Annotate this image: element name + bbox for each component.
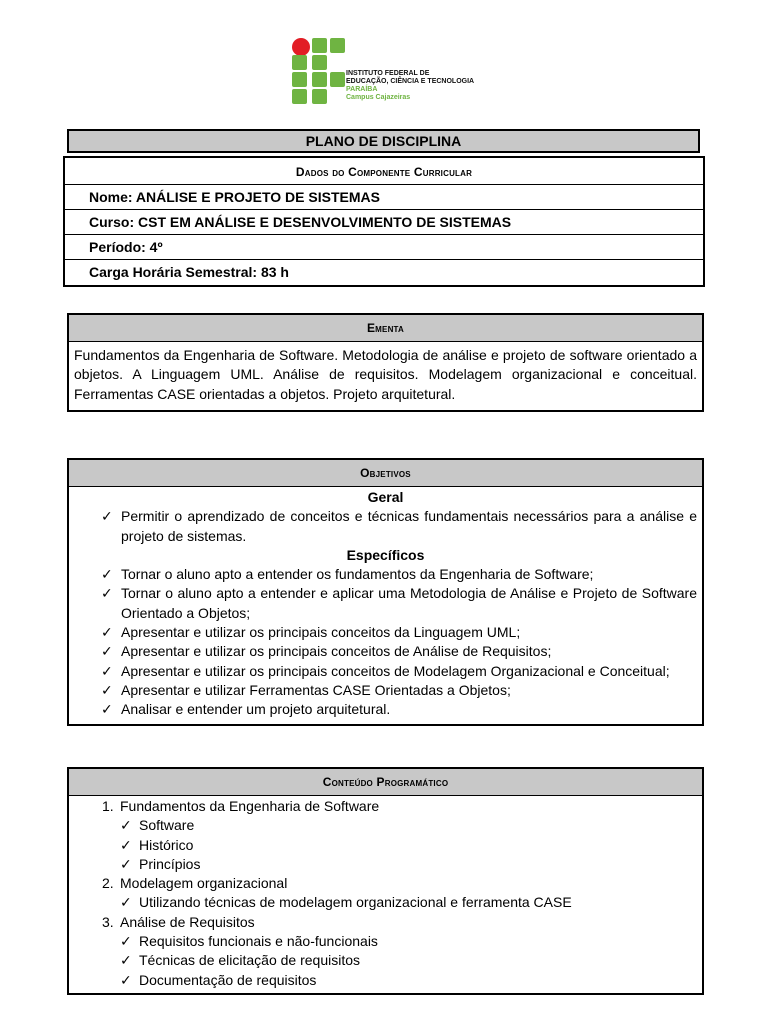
topic-item bbox=[74, 797, 697, 816]
workload-row: Carga Horária Semestral: 83 h bbox=[89, 264, 289, 280]
geral-list bbox=[74, 507, 697, 546]
geral-heading: Geral bbox=[367, 489, 404, 505]
topic-number: 3. bbox=[102, 913, 114, 930]
especificos-list bbox=[74, 565, 697, 719]
period-row: Período: 4º bbox=[65, 235, 703, 260]
ementa-header: Ementa bbox=[69, 315, 702, 342]
checkmark-icon: ✓ bbox=[101, 643, 113, 660]
objective-item bbox=[74, 700, 697, 719]
subtopic-item bbox=[74, 932, 697, 951]
objective-item bbox=[74, 681, 697, 700]
checkmark-icon: ✓ bbox=[120, 933, 132, 950]
objective-text: Analisar e entender um projeto arquitetural. bbox=[121, 701, 391, 718]
subtopic-label: Técnicas de elicitação de requisitos bbox=[139, 952, 361, 969]
ementa-section bbox=[67, 313, 704, 412]
subtopic-label: Utilizando técnicas de modelagem organizacional e ferramenta CASE bbox=[139, 894, 572, 911]
subtopic-item bbox=[74, 816, 697, 835]
objective-item bbox=[74, 662, 697, 681]
objective-item bbox=[74, 642, 697, 661]
checkmark-icon: ✓ bbox=[120, 836, 132, 853]
objective-text: Tornar o aluno apto a entender e aplicar uma Metodologia de Análise e Projeto de Software Orientado a Objetos; bbox=[121, 585, 697, 621]
objective-text: Tornar o aluno apto a entender os fundamentos da Engenharia de Software; bbox=[121, 566, 594, 583]
checkmark-icon: ✓ bbox=[120, 894, 132, 911]
subtopic-item bbox=[74, 951, 697, 970]
especificos-heading: Específicos bbox=[346, 546, 425, 563]
component-data-header: Dados do Componente Curricular bbox=[65, 158, 703, 185]
subtopic-label: Requisitos funcionais e não-funcionais bbox=[139, 933, 378, 950]
objective-item bbox=[74, 507, 697, 546]
subtopic-label: Software bbox=[139, 817, 195, 834]
objective-item bbox=[74, 565, 697, 584]
checkmark-icon: ✓ bbox=[120, 971, 132, 988]
institution-logo bbox=[292, 38, 482, 108]
logo-text: INSTITUTO FEDERAL DE EDUCAÇÃO, CIÊNCIA E TECNOLOGIA PARAÍBA Campus Cajazeiras bbox=[346, 70, 475, 101]
objetivos-section bbox=[67, 458, 704, 726]
subtopic-item bbox=[74, 971, 697, 990]
checkmark-icon: ✓ bbox=[120, 952, 132, 969]
checkmark-icon: ✓ bbox=[101, 508, 113, 525]
subtopic-item bbox=[74, 836, 697, 855]
subtopic-item bbox=[74, 855, 697, 874]
objetivos-header: Objetivos bbox=[69, 460, 702, 487]
document-title: PLANO DE DISCIPLINA bbox=[67, 129, 700, 153]
conteudo-header: Conteúdo Programático bbox=[69, 769, 702, 796]
topic-item bbox=[74, 913, 697, 932]
component-data-table bbox=[63, 156, 705, 287]
ementa-text: Fundamentos da Engenharia de Software. Metodologia de análise e projeto de software orientado a objetos. A Linguagem UML. Análise de requisitos. Modelagem organizacional e conceitual. Ferramentas CASE orientadas a objetos. Projeto arquitetural. bbox=[74, 347, 697, 402]
subtopic-label: Histórico bbox=[139, 836, 194, 853]
subtopic-item bbox=[74, 893, 697, 912]
conteudo-list bbox=[69, 796, 702, 993]
topic-item bbox=[74, 874, 697, 893]
subtopic-label: Documentação de requisitos bbox=[139, 971, 317, 988]
objective-text: Apresentar e utilizar os principais conceitos da Linguagem UML; bbox=[121, 624, 521, 641]
checkmark-icon: ✓ bbox=[101, 701, 113, 718]
objective-text: Apresentar e utilizar os principais conceitos de Modelagem Organizacional e Conceitual; bbox=[121, 662, 670, 679]
objective-text: Permitir o aprendizado de conceitos e técnicas fundamentais necessários para a análise e projeto de sistemas. bbox=[121, 508, 697, 544]
checkmark-icon: ✓ bbox=[120, 817, 132, 834]
checkmark-icon: ✓ bbox=[101, 585, 113, 602]
topic-number: 1. bbox=[102, 798, 114, 814]
objective-item bbox=[74, 584, 697, 623]
checkmark-icon: ✓ bbox=[101, 566, 113, 583]
conteudo-section bbox=[67, 767, 704, 995]
topic-label: Análise de Requisitos bbox=[120, 913, 255, 930]
program-row: Curso: CST EM ANÁLISE E DESENVOLVIMENTO DE SISTEMAS bbox=[65, 210, 703, 235]
checkmark-icon: ✓ bbox=[101, 662, 113, 679]
objective-item bbox=[74, 623, 697, 642]
topic-number: 2. bbox=[102, 875, 114, 892]
objective-text: Apresentar e utilizar os principais conceitos de Análise de Requisitos; bbox=[121, 643, 552, 660]
checkmark-icon: ✓ bbox=[120, 855, 132, 872]
checkmark-icon: ✓ bbox=[101, 681, 113, 698]
subtopic-label: Princípios bbox=[139, 855, 201, 872]
topic-label: Modelagem organizacional bbox=[120, 875, 288, 892]
objective-text: Apresentar e utilizar Ferramentas CASE Orientadas a Objetos; bbox=[121, 681, 511, 698]
checkmark-icon: ✓ bbox=[101, 624, 113, 641]
logo-red-dot bbox=[292, 38, 310, 56]
topic-label: Fundamentos da Engenharia de Software bbox=[120, 798, 380, 814]
course-name-row: Nome: ANÁLISE E PROJETO DE SISTEMAS bbox=[65, 185, 703, 210]
